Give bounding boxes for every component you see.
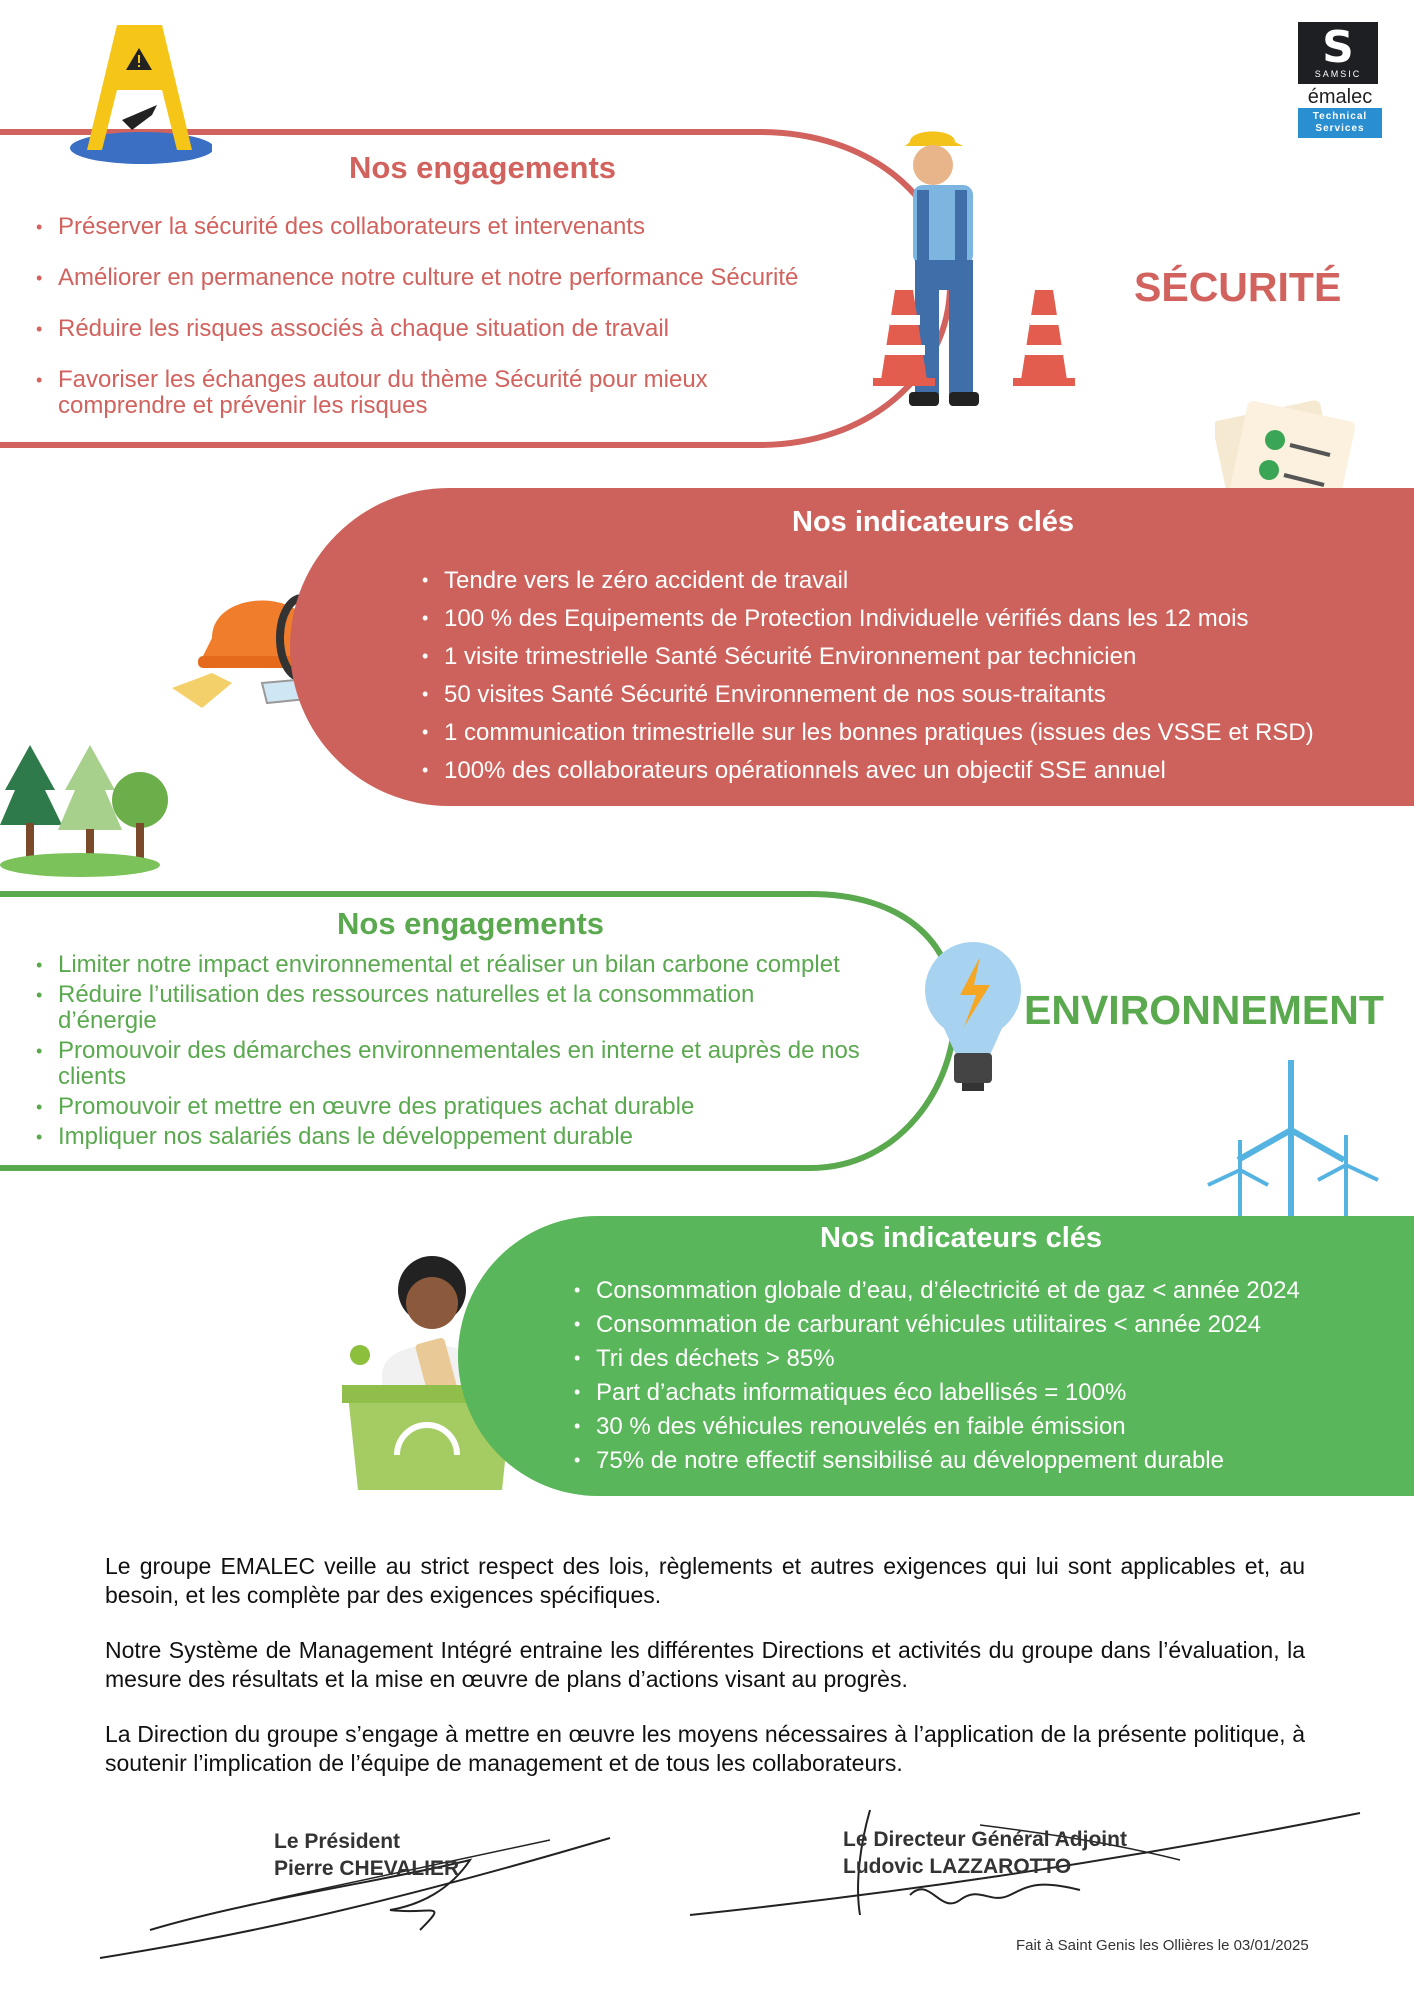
securite-indicateurs-list [418,566,1408,794]
list-item: • 100 % des Equipements de Protection Individuelle vérifiés dans les 12 mois [418,604,1408,633]
signature-date-note: Fait à Saint Genis les Ollières le 03/01/2025 [1016,1937,1309,1954]
list-item: • Impliquer nos salariés dans le développement durable [32,1124,932,1150]
lightbulb-icon [918,935,1028,1095]
list-item: • Préserver la sécurité des collaborateurs et intervenants [32,214,912,240]
directeur-name: Ludovic LAZZAROTTO [843,1855,1072,1878]
policy-paragraph: Le groupe EMALEC veille au strict respect des lois, règlements et autres exigences qui lui sont applicables et, au besoin, et les complète par des exigences spécifiques. [105,1553,1305,1608]
list-item: • Part d’achats informatiques éco labellisés = 100% [570,1378,1410,1407]
list-item: • Favoriser les échanges autour du thème Sécurité pour mieux comprendre et prévenir les risques [32,367,818,419]
environnement-heading: ENVIRONNEMENT [1024,987,1384,1033]
trees-icon [0,745,175,885]
policy-statement [105,1552,1305,1804]
wet-floor-sign-icon [62,20,212,170]
list-item: • 50 visites Santé Sécurité Environnement de nos sous-traitants [418,680,1408,709]
list-item: • Tendre vers le zéro accident de travail [418,566,1408,595]
policy-paragraph: La Direction du groupe s’engage à mettre en œuvre les moyens nécessaires à l’application de la présente politique, à soutenir l’implication de l’équipe de management et de tous les collaborateurs. [105,1721,1305,1776]
president-name: Pierre CHEVALIER [274,1857,460,1880]
environnement-indicateurs-list [570,1276,1410,1480]
environnement-indicateurs-title: Nos indicateurs clés [820,1222,1103,1254]
logo-mark: S [1322,22,1354,73]
logo-tagline-line2: Services [1315,123,1365,134]
list-item: • Consommation de carburant véhicules utilitaires < année 2024 [570,1310,1410,1339]
list-item: • Réduire l’utilisation des ressources naturelles et la consommation d’énergie [32,982,858,1034]
list-item: • Améliorer en permanence notre culture et notre performance Sécurité [32,265,912,291]
securite-engagements-title: Nos engagements [349,150,617,185]
environnement-engagements-title: Nos engagements [337,906,605,941]
president-signature [274,1828,459,1882]
wind-turbines-icon [1198,1060,1383,1220]
securite-engagements-list [32,214,912,444]
list-item: • Promouvoir des démarches environnementales en interne et auprès de nos clients [32,1038,918,1090]
president-role: Le Président [274,1830,401,1853]
list-item: • Consommation globale d’eau, d’électricité et de gaz < année 2024 [570,1276,1410,1305]
list-item: • Tri des déchets > 85% [570,1344,1410,1373]
policy-paragraph: Notre Système de Management Intégré entraine les différentes Directions et activités du groupe dans l’évaluation, la mesure des résultats et la mise en œuvre de plans d’actions visant au progrès. [105,1637,1305,1692]
logo-brand-name: émalec [1307,86,1373,108]
list-item: • 1 communication trimestrielle sur les bonnes pratiques (issues des VSSE et RSD) [418,718,1408,747]
securite-heading: SÉCURITÉ [1134,264,1342,310]
logo-tagline-line1: Technical [1312,111,1368,122]
list-item: • 1 visite trimestrielle Santé Sécurité Environnement par technicien [418,642,1408,671]
list-item: • 30 % des véhicules renouvelés en faible émission [570,1412,1410,1441]
environnement-engagements-list [32,952,932,1154]
logo-samsic: SAMSIC [1314,69,1362,79]
directeur-role: Le Directeur Général Adjoint [843,1828,1127,1851]
list-item: • Réduire les risques associés à chaque situation de travail [32,316,912,342]
list-item: • Limiter notre impact environnemental et réaliser un bilan carbone complet [32,952,932,978]
directeur-signature [843,1826,1127,1880]
securite-indicateurs-title: Nos indicateurs clés [792,506,1075,538]
list-item: • 75% de notre effectif sensibilisé au développement durable [570,1446,1410,1475]
list-item: • Promouvoir et mettre en œuvre des pratiques achat durable [32,1094,932,1120]
list-item: • 100% des collaborateurs opérationnels avec un objectif SSE annuel [418,756,1408,785]
